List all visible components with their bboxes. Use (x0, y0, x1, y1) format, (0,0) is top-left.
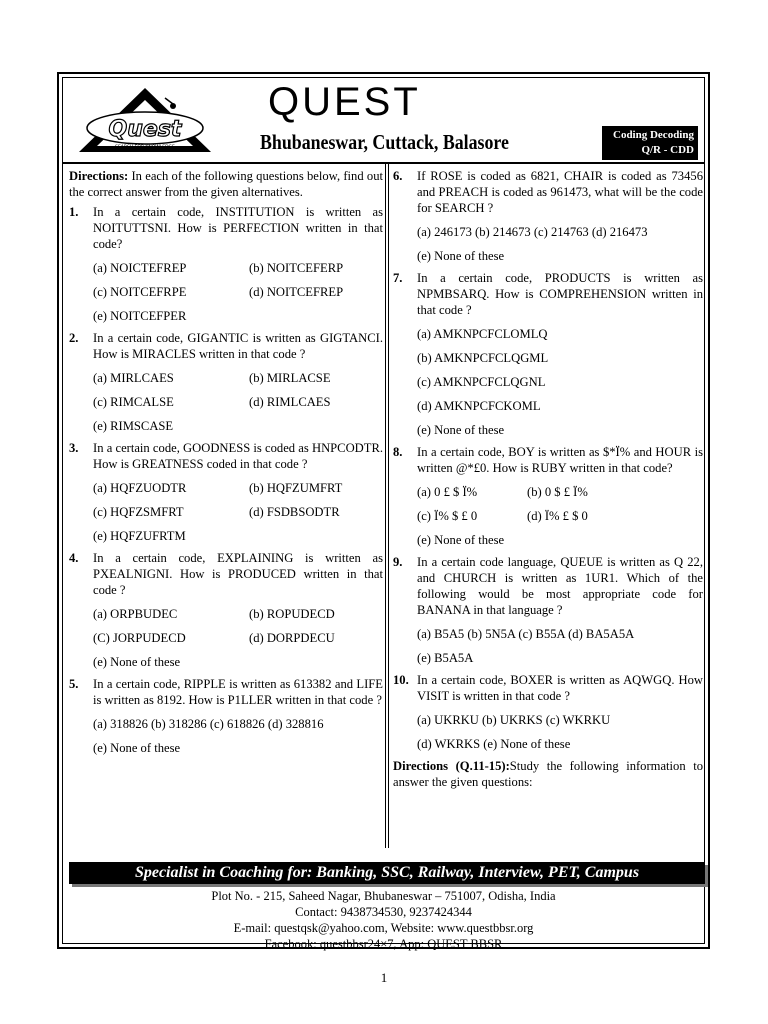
question-text: In a certain code, GOODNESS is coded as HNPCODTR. How is GREATNESS coded in that code ? (93, 441, 383, 471)
option-b: (b) HQFZUMFRT (249, 481, 343, 495)
option-c: (c) HQFZSMFRT (93, 505, 184, 519)
social: Facebook: questbbsr24×7, App: QUEST BBSR (264, 937, 503, 951)
option-a: (a) 0 £ $ Ï% (417, 485, 478, 499)
option-e: (e) None of these (417, 533, 505, 547)
option-e: (e) None of these (93, 741, 181, 755)
directions-11-15 (393, 758, 703, 790)
option-a: (a) ORPBUDEC (93, 607, 178, 621)
option-b: (b) AMKNPCFCLQGML (417, 351, 549, 365)
footer-banner: Specialist in Coaching for: Banking, SSC, Railway, Interview, PET, Campus (69, 862, 705, 884)
question-number: 2. (69, 331, 79, 345)
page-frame (57, 72, 710, 949)
question-number: 7. (393, 271, 403, 285)
question-2 (69, 330, 383, 434)
question-text: In a certain code, INSTITUTION is written as NOITUTTSNI. How is PERFECTION written in that code? (93, 205, 383, 251)
question-text: In a certain code language, QUEUE is written as Q 22, and CHURCH is written as 1UR1. Which of the following would be most appropriate code for BANANA in that language ? (417, 555, 703, 617)
option-b: (b) 0 $ £ Ï% (527, 485, 588, 499)
option-a: (a) HQFZUODTR (93, 481, 187, 495)
quest-logo (75, 84, 215, 156)
address: Plot No. - 215, Saheed Nagar, Bhubaneswar – 751007, Odisha, India (211, 889, 556, 903)
option-e: (e) HQFZUFRTM (93, 529, 186, 543)
question-text: In a certain code, BOXER is written as AQWGQ. How VISIT is written in that code ? (417, 673, 703, 703)
question-text: In a certain code, PRODUCTS is written as NPMBSARQ. How is COMPREHENSION written in that code ? (417, 271, 703, 317)
option-e: (e) NOITCEFPER (93, 309, 187, 323)
directions-text: In each of the following questions below, find out the correct answer from the given alternatives. (69, 169, 383, 199)
question-3 (69, 440, 383, 544)
question-number: 1. (69, 205, 79, 219)
option-b: (b) ROPUDECD (249, 607, 335, 621)
option-b: (b) NOITCEFERP (249, 261, 344, 275)
option-a: (a) NOICTEFREP (93, 261, 187, 275)
option-a: (a) MIRLCAES (93, 371, 174, 385)
page-title: QUEST (268, 80, 421, 124)
topic-tag-line1: Coding Decoding (613, 129, 694, 141)
page-number: 1 (380, 970, 388, 985)
header (63, 78, 704, 164)
option-c: (C) JORPUDECD (93, 631, 186, 645)
question-number: 4. (69, 551, 79, 565)
topic-tag (602, 126, 698, 160)
question-number: 6. (393, 169, 403, 183)
option-d: (d) Ï% £ $ 0 (527, 509, 588, 523)
column-divider (385, 162, 389, 848)
options-a-d: (a) B5A5 (b) 5N5A (c) B55A (d) BA5A5A (417, 627, 635, 641)
question-1 (69, 204, 383, 324)
option-e: (e) None of these (417, 423, 505, 437)
options-a-d: (a) 318826 (b) 318286 (c) 618826 (d) 328816 (93, 717, 324, 731)
right-column (393, 168, 703, 794)
cities-subtitle: Bhubaneswar, Cuttack, Balasore (260, 130, 509, 154)
question-number: 3. (69, 441, 79, 455)
question-8 (393, 444, 703, 548)
options-d-e: (d) WKRKS (e) None of these (417, 737, 571, 751)
options-a-c: (a) UKRKU (b) UKRKS (c) WKRKU (417, 713, 611, 727)
topic-tag-line2: Q/R - CDD (641, 144, 694, 156)
option-c: (c) Ï% $ £ 0 (417, 509, 478, 523)
question-number: 5. (69, 677, 79, 691)
option-c: (c) RIMCALSE (93, 395, 174, 409)
question-text: In a certain code, EXPLAINING is written as PXEALNIGNI. How is PRODUCED written in that code ? (93, 551, 383, 597)
option-b: (b) MIRLACSE (249, 371, 331, 385)
question-4 (69, 550, 383, 670)
question-text: In a certain code, BOY is written as $*Ï% and HOUR is written @*£0. How is RUBY written in that code? (417, 445, 703, 475)
directions (69, 168, 383, 200)
question-text: In a certain code, RIPPLE is written as 613382 and LIFE is written as 8192. How is P1LLER written in that code ? (93, 677, 383, 707)
inner-frame (62, 77, 705, 951)
option-c: (c) NOITCEFRPE (93, 285, 187, 299)
option-e: (e) None of these (417, 249, 505, 263)
directions-label: Directions (Q.11-15): (393, 759, 510, 773)
question-text: If ROSE is coded as 6821, CHAIR is coded as 73456 and PREACH is coded as 961473, what will be the code for SEARCH ? (417, 169, 703, 215)
question-number: 8. (393, 445, 403, 459)
left-column (69, 168, 383, 762)
option-a: (a) AMKNPCFCLOMLQ (417, 327, 548, 341)
option-c: (c) AMKNPCFCLQGNL (417, 375, 546, 389)
question-10 (393, 672, 703, 752)
directions-label: Directions: (69, 169, 129, 183)
question-9 (393, 554, 703, 666)
logo-text: Quest (108, 117, 182, 142)
logo-subtext: SEARCH FOR KNOWLEDGE (115, 145, 175, 150)
question-number: 9. (393, 555, 403, 569)
question-6 (393, 168, 703, 264)
option-e: (e) None of these (93, 655, 181, 669)
option-d: (d) RIMLCAES (249, 395, 331, 409)
phone: Contact: 9438734530, 9237424344 (295, 905, 472, 919)
option-e: (e) B5A5A (417, 651, 474, 665)
question-7 (393, 270, 703, 438)
options-a-d: (a) 246173 (b) 214673 (c) 214763 (d) 216473 (417, 225, 648, 239)
question-number: 10. (393, 673, 409, 687)
option-d: (d) DORPDECU (249, 631, 335, 645)
email-website: E-mail: questqsk@yahoo.com, Website: www.questbbsr.org (233, 921, 534, 935)
option-d: (d) FSDBSODTR (249, 505, 340, 519)
footer-contact (63, 888, 704, 952)
option-e: (e) RIMSCASE (93, 419, 174, 433)
option-d: (d) AMKNPCFCKOML (417, 399, 541, 413)
question-5 (69, 676, 383, 756)
question-text: In a certain code, GIGANTIC is written as GIGTANCI. How is MIRACLES written in that code ? (93, 331, 383, 361)
directions-text: Study the following information to answer the given questions: (393, 759, 703, 789)
option-d: (d) NOITCEFREP (249, 285, 344, 299)
